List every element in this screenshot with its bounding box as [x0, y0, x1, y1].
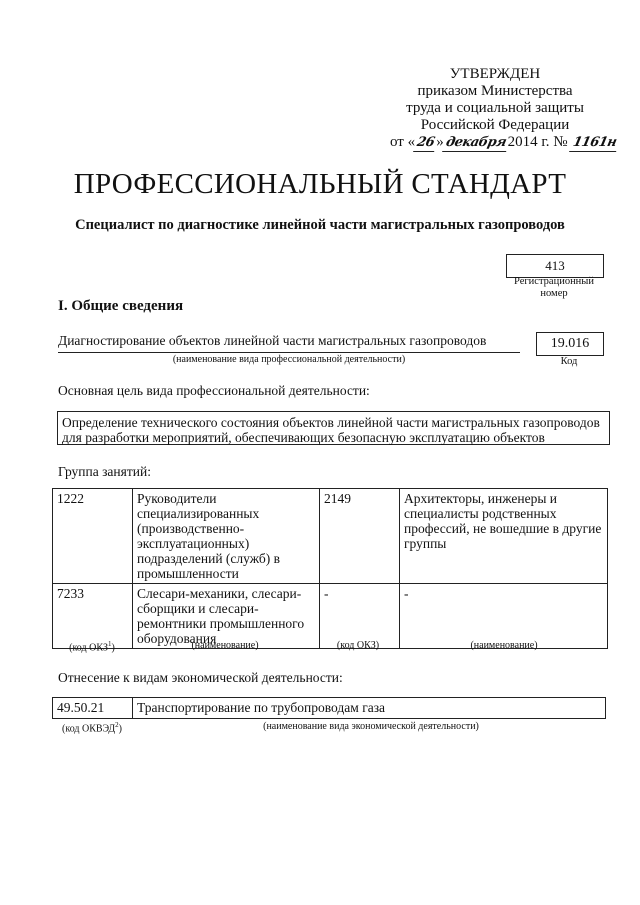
activity-caption: (наименование вида профессиональной деятельности): [172, 354, 406, 365]
approval-line-2: приказом Министерства: [417, 83, 573, 99]
approval-title: УТВЕРЖДЕН: [449, 66, 541, 82]
table-row: [53, 698, 606, 719]
goal-box: Определение технического состояния объектов линейной части магистральных газопроводов для разработки мероприятий, обеспечивающих безопасную эксплуатацию объектов: [57, 411, 610, 445]
table-row: [53, 584, 608, 649]
standard-subtitle: Специалист по диагностике линейной части магистральных газопроводов: [75, 217, 565, 233]
group-code: 7233: [53, 584, 133, 649]
activity-underline: [58, 352, 520, 353]
page-title: ПРОФЕССИОНАЛЬНЫЙ СТАНДАРТ: [73, 168, 567, 200]
caption-name: (наименование): [191, 640, 259, 651]
caption-okved-name: (наименование вида экономической деятельности): [263, 721, 479, 732]
group-name: Слесари-механики, слесари-сборщики и слесари-ремонтники промышленного оборудования: [133, 584, 320, 649]
activity-code-caption: Код: [560, 356, 578, 367]
order-number-handwritten: 1161н: [569, 134, 620, 152]
group-code: -: [320, 584, 400, 649]
approval-line-4: Российской Федерации: [420, 117, 570, 133]
approval-date-line: от «26»декабря2014 г. № 1161н: [390, 134, 595, 152]
date-month-handwritten: декабря: [442, 134, 510, 152]
okved-name: Транспортирование по трубопроводам газа: [133, 698, 606, 719]
group-code: 1222: [53, 489, 133, 584]
date-day-handwritten: 26: [413, 134, 438, 152]
activity-code-box: 19.016: [536, 332, 604, 356]
group-name: Руководители специализированных (производственно-эксплуатационных) подразделений (служб) в промышленности: [133, 489, 320, 584]
group-code: 2149: [320, 489, 400, 584]
registration-number-label: Регистрационный номер: [514, 276, 594, 299]
occupation-groups-table: [52, 488, 608, 649]
okved-code: 49.50.21: [53, 698, 133, 719]
registration-number-box: 413: [506, 254, 604, 278]
group-name: -: [400, 584, 608, 649]
section-heading: I. Общие сведения: [58, 298, 184, 314]
caption-name-2: (наименование): [470, 640, 538, 651]
group-label: Группа занятий:: [58, 464, 151, 479]
caption-code-okz-2: (код ОКЗ): [336, 640, 380, 651]
goal-label: Основная цель вида профессиональной деятельности:: [58, 383, 370, 398]
approval-line-3: труда и социальной защиты: [406, 100, 584, 116]
eco-activity-table: [52, 697, 606, 719]
activity-kind: Диагностирование объектов линейной части магистральных газопроводов: [58, 333, 487, 348]
caption-okved-code: (код ОКВЭД$^2$): [62, 721, 122, 735]
group-name: Архитекторы, инженеры и специалисты родственных профессий, не вошедшие в другие группы: [400, 489, 608, 584]
eco-activity-label: Отнесение к видам экономической деятельности:: [58, 670, 343, 685]
caption-code-okz: (код ОКЗ$^1$): [69, 640, 115, 654]
table-row: [53, 489, 608, 584]
date-year: 2014 г. №: [507, 134, 568, 150]
approval-block: [390, 66, 619, 152]
date-prefix: от «: [390, 134, 416, 150]
